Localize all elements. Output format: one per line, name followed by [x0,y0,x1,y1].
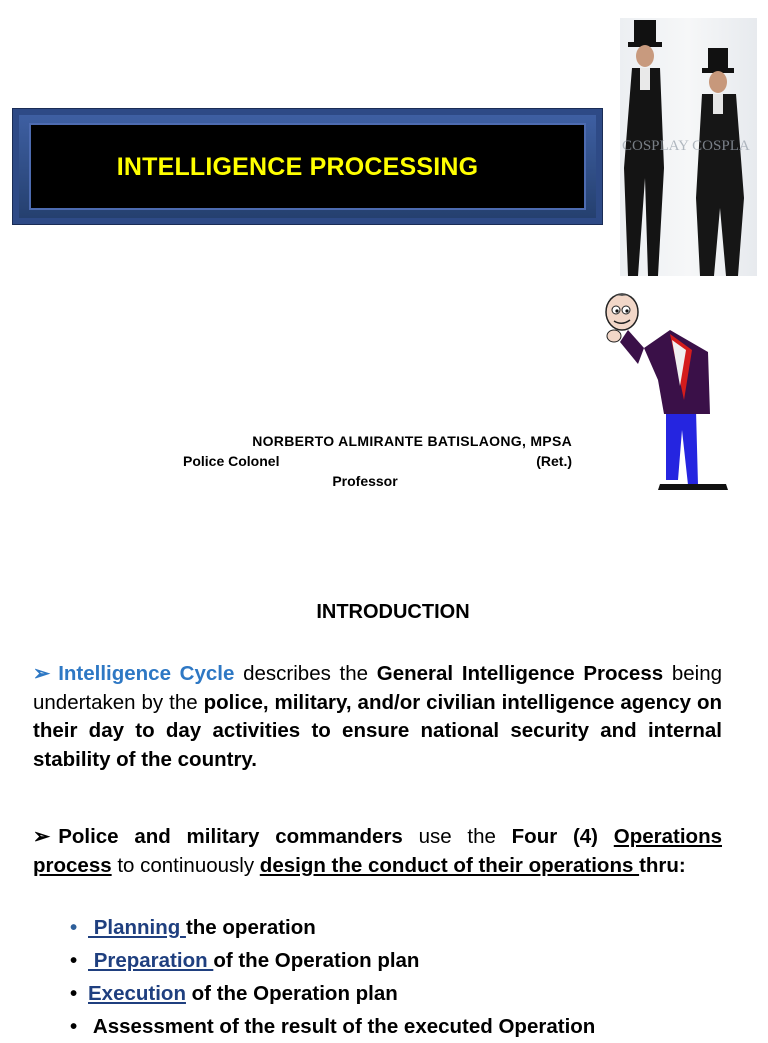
list-item-text: Assessment of the result of the executed Operation [88,1015,596,1038]
police-military-agency-text: police, military, and/or civilian intelligence agency on their day to day activities to ensure national security and internal stability of the country. [33,690,722,771]
planning-link[interactable]: Planning [88,916,186,939]
arrow-bullet-icon: ➢ [33,662,51,685]
commanders-term: Police and military commanders [58,825,403,848]
photo-watermark: COSPLAY COSPLA [622,138,750,154]
operations-bullet-list [70,911,750,1043]
p1-text-1: describes the [234,662,377,685]
list-item-text: of the Operation plan [185,982,398,1005]
general-intelligence-process-term: General Intelligence Process [376,662,664,685]
author-rank-row [170,453,585,469]
list-item [70,1010,750,1043]
thru-text: thru: [639,853,686,877]
intelligence-cycle-term: Intelligence Cycle [58,662,235,685]
execution-link[interactable]: Execution [88,982,186,1005]
author-role: Professor [332,473,398,489]
intro-paragraph-1 [33,660,722,774]
list-item-text: of the Operation plan [213,949,420,972]
p2-text-2: to continuously [111,853,260,877]
list-item [70,944,750,977]
bullet-dot-icon: • [70,949,78,972]
bullet-dot-icon: • [70,1015,78,1038]
author-rank: Police Colonel [183,453,280,469]
author-rank-suffix: (Ret.) [536,453,572,469]
bullet-dot-icon: • [70,916,78,939]
p1-text-2: being undertaken by the [33,662,722,714]
banner-inner [29,123,586,210]
p2-text-1: use the [402,825,512,848]
cosplay-photo [620,18,757,276]
author-block [170,433,585,489]
intro-paragraph-2 [33,823,722,880]
arrow-bullet-icon: ➢ [33,825,51,848]
bullet-dot-icon: • [70,982,78,1005]
list-item [70,977,750,1010]
preparation-link[interactable]: Preparation [88,949,214,972]
author-name: NORBERTO ALMIRANTE BATISLAONG, MPSA [252,433,572,449]
intro-heading: INTRODUCTION [316,601,470,623]
four-count: Four (4) [511,825,599,848]
document-title: INTELLIGENCE PROCESSING [116,153,479,181]
list-item-text: the operation [185,916,316,939]
operations-process-term: Operations process [33,825,722,877]
cartoon-thinker-icon [600,290,735,495]
design-conduct-term: design the conduct of their operations [259,853,640,877]
title-banner [12,108,603,225]
list-item [70,911,750,944]
cosplay-figures [620,18,757,276]
